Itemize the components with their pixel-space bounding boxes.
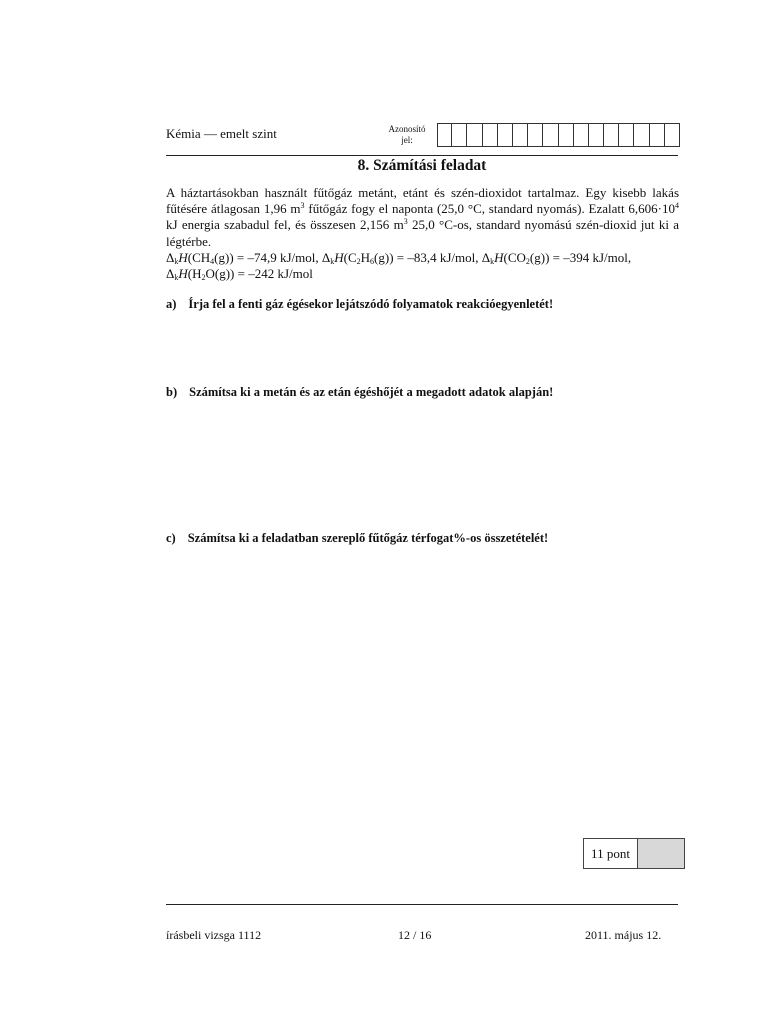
id-label [378, 124, 436, 146]
question-c [166, 531, 548, 546]
question-c-label: c) [166, 531, 176, 545]
id-box [634, 123, 649, 147]
id-box [498, 123, 513, 147]
id-box [467, 123, 482, 147]
footer-exam-code: írásbeli vizsga 1112 [166, 928, 262, 942]
task-intro [166, 185, 679, 282]
id-box [604, 123, 619, 147]
id-box [665, 123, 680, 147]
question-c-text: Számítsa ki a feladatban szereplő fűtőgáz térfogat%-os összetételét! [187, 531, 549, 545]
footer-page-number: 12 / 16 [398, 928, 432, 942]
score-value-field [638, 839, 684, 868]
id-box [437, 123, 452, 147]
id-box [483, 123, 498, 147]
id-box [589, 123, 604, 147]
id-box [452, 123, 467, 147]
question-a-label: a) [166, 297, 177, 311]
data-line-2: $\Delta_kH(H_2O(g)) = -242$ kJ/mol [166, 266, 313, 283]
id-box [650, 123, 665, 147]
id-box [574, 123, 589, 147]
id-label-line1: Azonosító [388, 124, 426, 134]
question-a-text: Írja fel a fenti gáz égésekor lejátszódó folyamatok reakcióegyenletét! [188, 297, 554, 311]
question-b-label: b) [166, 385, 178, 399]
header-divider [166, 155, 678, 156]
id-box [513, 123, 528, 147]
question-a [166, 297, 553, 312]
score-label: 11 pont [584, 839, 638, 868]
question-b [166, 385, 553, 400]
id-box [528, 123, 543, 147]
footer-divider [166, 904, 678, 905]
id-box [559, 123, 574, 147]
id-box [619, 123, 634, 147]
id-boxes [437, 123, 680, 147]
question-b-text: Számítsa ki a metán és az etán égéshőjét a megadott adatok alapján! [189, 385, 554, 399]
footer-date: 2011. május 12. [585, 928, 662, 942]
data-line-1: $\Delta_kH(CH_4(g)) = -74,9$ kJ/mol, $\Delta_kH(C_2H_6(g)) = -83,4$ kJ/mol, $\Delta_kH(CO_2(g)) = -394$ kJ/mol, [166, 249, 632, 266]
id-box [543, 123, 558, 147]
score-box [583, 838, 685, 869]
id-label-line2: jel: [401, 135, 413, 145]
task-title: 8. Számítási feladat [357, 157, 487, 174]
subject-title: Kémia — emelt szint [166, 126, 277, 141]
intro-paragraph: A háztartásokban használt fűtőgáz metánt, etánt és szén-dioxidot tartalmaz. Egy kisebb lakás fűtésére átlagosan 1,96 $m^3$ fűtőgáz fogy el naponta (25,0 °C, standard nyomás). Ezalatt $6,606\cdot 10^4$ kJ energia szabadul fel, és összesen 2,156 $m^3$ 25,0 °C-os, standard nyomású szén-dioxid jut ki a légtérbe. [166, 185, 679, 249]
